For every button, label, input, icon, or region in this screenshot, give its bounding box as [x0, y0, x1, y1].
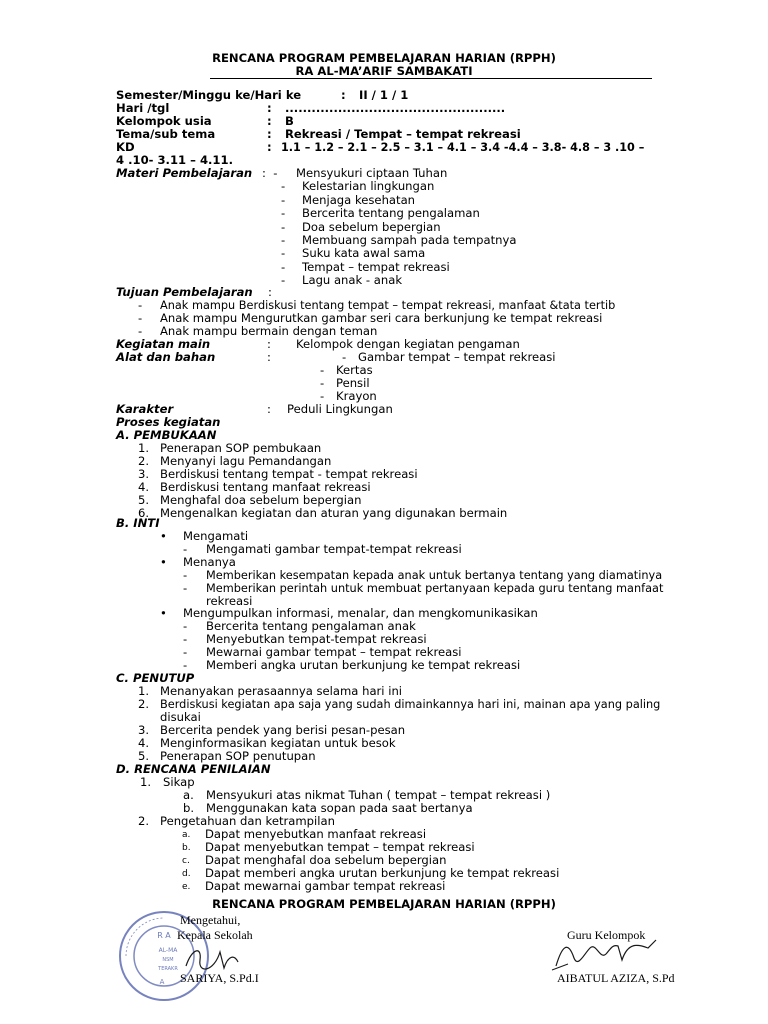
- bullet-icon: •: [160, 606, 167, 620]
- pengetahuan-item: Dapat mewarnai gambar tempat rekreasi: [205, 879, 446, 893]
- list-number: 2.: [138, 814, 150, 828]
- dash-icon: -: [342, 350, 347, 364]
- tema-colon: :: [267, 127, 272, 141]
- tema-label: Tema/sub tema: [116, 127, 216, 141]
- kegiatan-colon: :: [267, 337, 271, 351]
- list-number: 3.: [138, 467, 150, 481]
- pengetahuan-item: Dapat menghafal doa sebelum bepergian: [205, 853, 447, 867]
- tujuan-item: Anak mampu bermain dengan teman: [160, 324, 378, 338]
- materi-item: Lagu anak - anak: [302, 273, 403, 288]
- penilaian-heading: D. RENCANA PENILAIAN: [116, 762, 271, 776]
- dash-icon: -: [183, 632, 188, 646]
- pembukaan-heading: A. PEMBUKAAN: [116, 428, 217, 442]
- pengetahuan-item: Dapat memberi angka urutan berkunjung ke tempat rekreasi: [205, 866, 560, 880]
- semester-colon: :: [341, 88, 346, 102]
- page-title: RENCANA PROGRAM PEMBELAJARAN HARIAN (RPPH): [212, 51, 556, 65]
- alat-item: Krayon: [336, 389, 377, 403]
- dash-icon: -: [183, 645, 188, 659]
- tujuan-item: Anak mampu Berdiskusi tentang tempat – tempat rekreasi, manfaat &tata tertib: [160, 299, 616, 312]
- penutup-item: Bercerita pendek yang berisi pesan-pesan: [160, 723, 406, 737]
- materi-item: Suku kata awal sama: [302, 246, 426, 261]
- semester-label: Semester/Minggu ke/Hari ke: [116, 88, 302, 102]
- materi-label: Materi Pembelajaran: [116, 166, 253, 180]
- dash-icon: -: [281, 179, 286, 194]
- dash-icon: -: [281, 259, 286, 274]
- alat-item: Pensil: [336, 376, 370, 390]
- dash-icon: -: [138, 324, 143, 338]
- list-number: 1.: [138, 684, 150, 698]
- tujuan-label: Tujuan Pembelajaran: [116, 285, 253, 299]
- materi-item: Tempat – tempat rekreasi: [302, 259, 450, 274]
- pembukaan-item: Berdiskusi tentang manfaat rekreasi: [160, 480, 371, 494]
- kepala-sekolah-label: Kepala Sekolah: [177, 928, 253, 942]
- svg-text:NSM: NSM: [162, 957, 174, 963]
- title-underline: [210, 78, 652, 79]
- dash-icon: -: [281, 233, 286, 247]
- guru-signature: [548, 934, 668, 974]
- school-name: RA AL-MA’ARIF SAMBAKATI: [295, 64, 473, 78]
- karakter-value: Peduli Lingkungan: [287, 402, 393, 416]
- bullet-icon: •: [160, 555, 167, 569]
- penutup-item: Menginformasikan kegiatan untuk besok: [160, 736, 396, 750]
- dash-icon: -: [183, 619, 188, 633]
- materi-colon: : -: [262, 166, 278, 180]
- penutup-heading: C. PENUTUP: [116, 671, 195, 685]
- list-number: 6.: [138, 506, 150, 520]
- alat-label: Alat dan bahan: [116, 350, 216, 364]
- bullet-icon: •: [160, 529, 167, 543]
- mengumpulkan-item: Menyebutkan tempat-tempat rekreasi: [206, 632, 427, 646]
- semester-value: II / 1 / 1: [359, 88, 409, 102]
- tema-value: Rekreasi / Tempat – tempat rekreasi: [285, 127, 521, 141]
- dash-icon: -: [320, 376, 325, 390]
- dash-icon: -: [183, 581, 188, 595]
- dash-icon: -: [138, 311, 143, 325]
- proses-label: Proses kegiatan: [116, 415, 221, 429]
- penilaian-pengetahuan: Pengetahuan dan ketrampilan: [160, 814, 335, 828]
- penilaian-sikap-a: Mensyukuri atas nikmat Tuhan ( tempat – tempat rekreasi ): [206, 788, 551, 802]
- hari-label: Hari /tgl: [116, 101, 170, 115]
- alat-item: Gambar tempat – tempat rekreasi: [358, 350, 556, 364]
- dash-icon: -: [183, 658, 188, 672]
- guru-kelompok-name: AIBATUL AZIZA, S.Pd: [557, 971, 675, 985]
- kelompok-label: Kelompok usia: [116, 114, 212, 128]
- dash-icon: -: [281, 206, 286, 221]
- inti-menanya-sub2-cont: rekreasi: [206, 594, 253, 608]
- kd-value: 1.1 – 1.2 – 2.1 – 2.5 – 3.1 – 4.1 – 3.4 -4.4 – 3.8- 4.8 – 3 .10 –: [281, 141, 645, 154]
- kepala-sekolah-name: SARIYA, S.Pd.I: [180, 971, 259, 985]
- pembukaan-item: Menyanyi lagu Pemandangan: [160, 454, 332, 468]
- list-number: 2.: [138, 454, 150, 468]
- guru-kelompok-label: Guru Kelompok: [567, 928, 646, 942]
- penutup-item: Berdiskusi kegiatan apa saja yang sudah dimainkannya hari ini, mainan apa yang paling: [160, 698, 661, 711]
- kegiatan-value: Kelompok dengan kegiatan pengaman: [296, 337, 520, 351]
- list-letter: a.: [182, 830, 191, 840]
- materi-item: Menjaga kesehatan: [302, 192, 416, 207]
- materi-item: Mensyukuri ciptaan Tuhan: [296, 166, 448, 180]
- penutup-item: Menanyakan perasaannya selama hari ini: [160, 684, 403, 698]
- inti-menanya-sub1: Memberikan kesempatan kepada anak untuk bertanya tentang yang diamatinya: [206, 569, 663, 582]
- list-letter: c.: [182, 856, 190, 866]
- list-number: 5.: [138, 493, 150, 507]
- list-number: 4.: [138, 480, 150, 494]
- list-letter: a.: [183, 788, 194, 802]
- materi-item: Bercerita tentang pengalaman: [302, 206, 480, 221]
- pengetahuan-item: Dapat menyebutkan tempat – tempat rekreasi: [205, 840, 475, 854]
- dash-icon: -: [281, 246, 286, 261]
- list-number: 5.: [138, 749, 150, 763]
- kd-label: KD: [116, 140, 135, 154]
- materi-item: Kelestarian lingkungan: [302, 179, 435, 194]
- inti-heading: B. INTI: [116, 516, 160, 530]
- hari-colon: :: [267, 101, 272, 115]
- list-letter: d.: [182, 869, 191, 879]
- dash-icon: -: [183, 542, 188, 556]
- pembukaan-item: Mengenalkan kegiatan dan aturan yang digunakan bermain: [160, 506, 508, 520]
- materi-item: Doa sebelum bepergian: [302, 219, 441, 234]
- inti-mengamati-sub: Mengamati gambar tempat-tempat rekreasi: [206, 542, 462, 556]
- dash-icon: -: [281, 273, 286, 288]
- penilaian-sikap-b: Menggunakan kata sopan pada saat bertanya: [206, 801, 473, 815]
- alat-item: Kertas: [336, 363, 373, 377]
- dash-icon: -: [138, 298, 143, 312]
- pengetahuan-item: Dapat menyebutkan manfaat rekreasi: [205, 827, 427, 841]
- kelompok-colon: :: [267, 114, 272, 128]
- list-letter: e.: [182, 882, 191, 892]
- kelompok-value: B: [285, 114, 294, 128]
- list-number: 3.: [138, 723, 150, 737]
- materi-item: Membuang sampah pada tempatnya: [302, 233, 517, 247]
- penutup-item-cont: disukai: [160, 710, 201, 724]
- karakter-label: Karakter: [116, 402, 174, 416]
- dash-icon: -: [281, 219, 286, 234]
- footer-title: RENCANA PROGRAM PEMBELAJARAN HARIAN (RPPH): [212, 897, 556, 911]
- pembukaan-item: Penerapan SOP pembukaan: [160, 441, 322, 455]
- mengumpulkan-item: Memberi angka urutan berkunjung ke tempat rekreasi: [206, 658, 521, 672]
- tujuan-item: Anak mampu Mengurutkan gambar seri cara berkunjung ke tempat rekreasi: [160, 311, 603, 325]
- mengetahui-label: Mengetahui,: [180, 913, 241, 927]
- dash-icon: -: [320, 363, 325, 377]
- svg-text:TERAKR: TERAKR: [158, 966, 178, 972]
- list-number: 1.: [138, 441, 150, 455]
- svg-text:R A: R A: [157, 931, 171, 940]
- penutup-item: Penerapan SOP penutupan: [160, 749, 316, 763]
- dash-icon: -: [183, 568, 188, 582]
- mengumpulkan-item: Mewarnai gambar tempat – tempat rekreasi: [206, 645, 462, 659]
- inti-menanya-sub2: Memberikan perintah untuk membuat pertanyaan kepada guru tentang manfaat: [206, 582, 664, 595]
- penilaian-sikap: Sikap: [163, 775, 195, 789]
- mengumpulkan-item: Bercerita tentang pengalaman anak: [206, 619, 416, 633]
- list-number: 4.: [138, 736, 150, 750]
- pembukaan-item: Berdiskusi tentang tempat - tempat rekreasi: [160, 467, 418, 481]
- list-number: 2.: [138, 697, 150, 711]
- list-letter: b.: [182, 843, 191, 853]
- alat-colon: :: [267, 350, 271, 364]
- hari-value: ..................................................: [285, 101, 506, 115]
- dash-icon: -: [320, 389, 325, 403]
- svg-text:A: A: [159, 978, 165, 986]
- inti-mengumpulkan: Mengumpulkan informasi, menalar, dan mengkomunikasikan: [183, 606, 538, 620]
- list-letter: b.: [183, 801, 195, 815]
- tujuan-colon: :: [268, 285, 272, 299]
- dash-icon: -: [281, 192, 286, 207]
- svg-text:AL-MA: AL-MA: [158, 947, 178, 954]
- kd-colon: :: [267, 140, 272, 154]
- karakter-colon: :: [267, 402, 271, 416]
- kd-value-continued: 4 .10- 3.11 – 4.11.: [116, 153, 233, 167]
- pembukaan-item: Menghafal doa sebelum bepergian: [160, 493, 362, 507]
- kegiatan-label: Kegiatan main: [116, 337, 211, 351]
- inti-mengamati: Mengamati: [183, 529, 249, 543]
- list-number: 1.: [140, 775, 152, 789]
- inti-menanya: Menanya: [183, 555, 236, 569]
